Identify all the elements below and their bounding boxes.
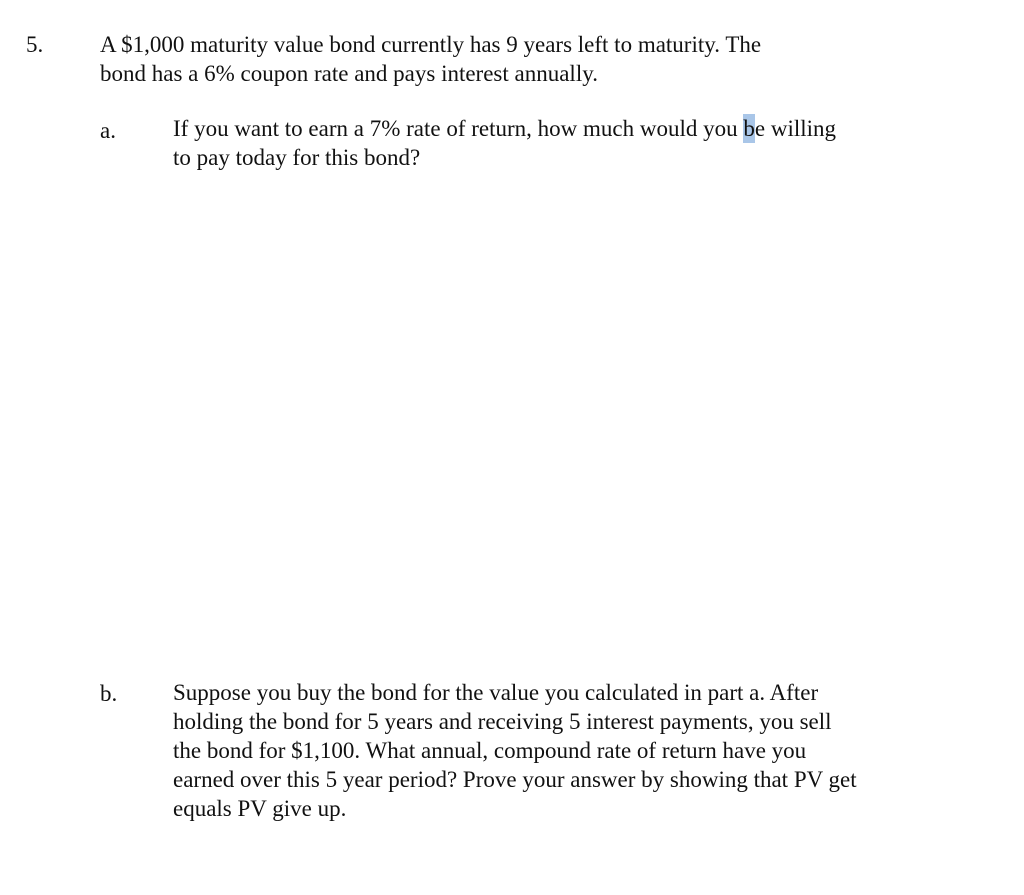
question-stem xyxy=(100,30,860,88)
part-b-line: earned over this 5 year period? Prove your answer by showing that PV get xyxy=(173,767,857,792)
part-b-line: holding the bond for 5 years and receiving 5 interest payments, you sell xyxy=(173,709,832,734)
part-a-line-2: to pay today for this bond? xyxy=(173,145,421,170)
part-b-line: Suppose you buy the bond for the value you calculated in part a. After xyxy=(173,680,819,705)
question-stem-line: bond has a 6% coupon rate and pays interest annually. xyxy=(100,61,598,86)
question-number: 5. xyxy=(26,32,44,57)
part-b-text[interactable] xyxy=(173,678,933,823)
part-a-line-1-pre: If you want to earn a 7% rate of return, how much would you xyxy=(173,116,744,141)
part-a-text[interactable] xyxy=(173,114,913,172)
part-b-line: equals PV give up. xyxy=(173,796,347,821)
part-a-line-1 xyxy=(173,114,913,143)
text-cursor-highlight: b xyxy=(743,116,755,141)
part-b-line: the bond for $1,100. What annual, compound rate of return have you xyxy=(173,738,807,763)
part-a-line-1-post: e willing xyxy=(754,116,837,141)
part-a-label: a. xyxy=(100,118,116,143)
answer-space[interactable] xyxy=(173,190,913,660)
question-stem-line: A $1,000 maturity value bond currently has 9 years left to maturity. The xyxy=(100,32,762,57)
part-b-label: b. xyxy=(100,681,118,706)
